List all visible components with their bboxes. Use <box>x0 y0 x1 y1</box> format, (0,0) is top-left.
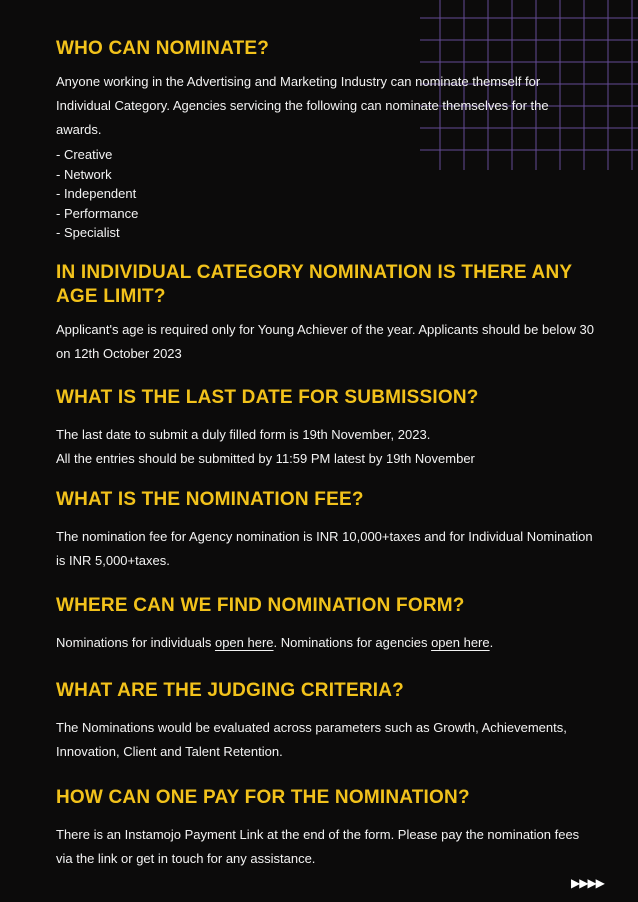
list-item: - Independent <box>56 186 137 201</box>
faq-age-limit <box>56 261 596 366</box>
section-body-line: The last date to submit a duly filled form is 19th November, 2023. <box>56 427 431 442</box>
faq-nomination-fee <box>56 488 596 573</box>
body-text: Nominations for individuals <box>56 635 215 650</box>
faq-last-date <box>56 386 596 471</box>
list-item: - Performance <box>56 205 139 221</box>
section-body: Anyone working in the Advertising and Marketing Industry can nominate themself for Individual Category. Agencies servicing the following can nominate themselves for the awards. <box>56 74 549 137</box>
section-body: Applicant's age is required only for Young Achiever of the year. Applicants should be below 30 on 12th October 2023 <box>56 322 595 361</box>
list-item: - Specialist <box>56 225 120 240</box>
body-text: . Nominations for agencies <box>273 635 432 650</box>
list-item: - Creative <box>56 147 113 162</box>
section-heading: IN INDIVIDUAL CATEGORY NOMINATION IS THERE ANY AGE LIMIT? <box>56 262 572 307</box>
section-heading: WHAT IS THE NOMINATION FEE? <box>56 489 364 510</box>
section-body: There is an Instamojo Payment Link at the end of the form. Please pay the nomination fees via the link or get in touch for any assistance. <box>56 827 580 866</box>
faq-nomination-form <box>56 594 596 655</box>
section-heading: HOW CAN ONE PAY FOR THE NOMINATION? <box>56 787 470 808</box>
section-body <box>56 631 596 655</box>
faq-who-can-nominate <box>56 37 596 243</box>
section-heading: WHAT IS THE LAST DATE FOR SUBMISSION? <box>56 387 479 408</box>
body-text: . <box>489 635 494 650</box>
section-body-line: All the entries should be submitted by 11:59 PM latest by 19th November <box>56 451 475 466</box>
individual-nomination-link[interactable]: open here <box>214 635 274 650</box>
faq-payment <box>56 786 596 871</box>
list-item: - Network <box>56 166 112 182</box>
section-body: The Nominations would be evaluated across parameters such as Growth, Achievements, Innovation, Client and Talent Retention. <box>56 720 567 759</box>
agency-type-list <box>56 145 596 243</box>
section-heading: WHO CAN NOMINATE? <box>56 38 270 59</box>
section-heading: WHERE CAN WE FIND NOMINATION FORM? <box>56 595 465 616</box>
agency-nomination-link[interactable]: open here <box>431 635 490 650</box>
next-arrows-icon[interactable]: ▶▶▶▶ <box>571 876 604 890</box>
section-body: The nomination fee for Agency nomination is INR 10,000+taxes and for Individual Nomination is INR 5,000+taxes. <box>56 529 593 568</box>
section-heading: WHAT ARE THE JUDGING CRITERIA? <box>56 680 404 701</box>
faq-judging-criteria <box>56 679 596 764</box>
